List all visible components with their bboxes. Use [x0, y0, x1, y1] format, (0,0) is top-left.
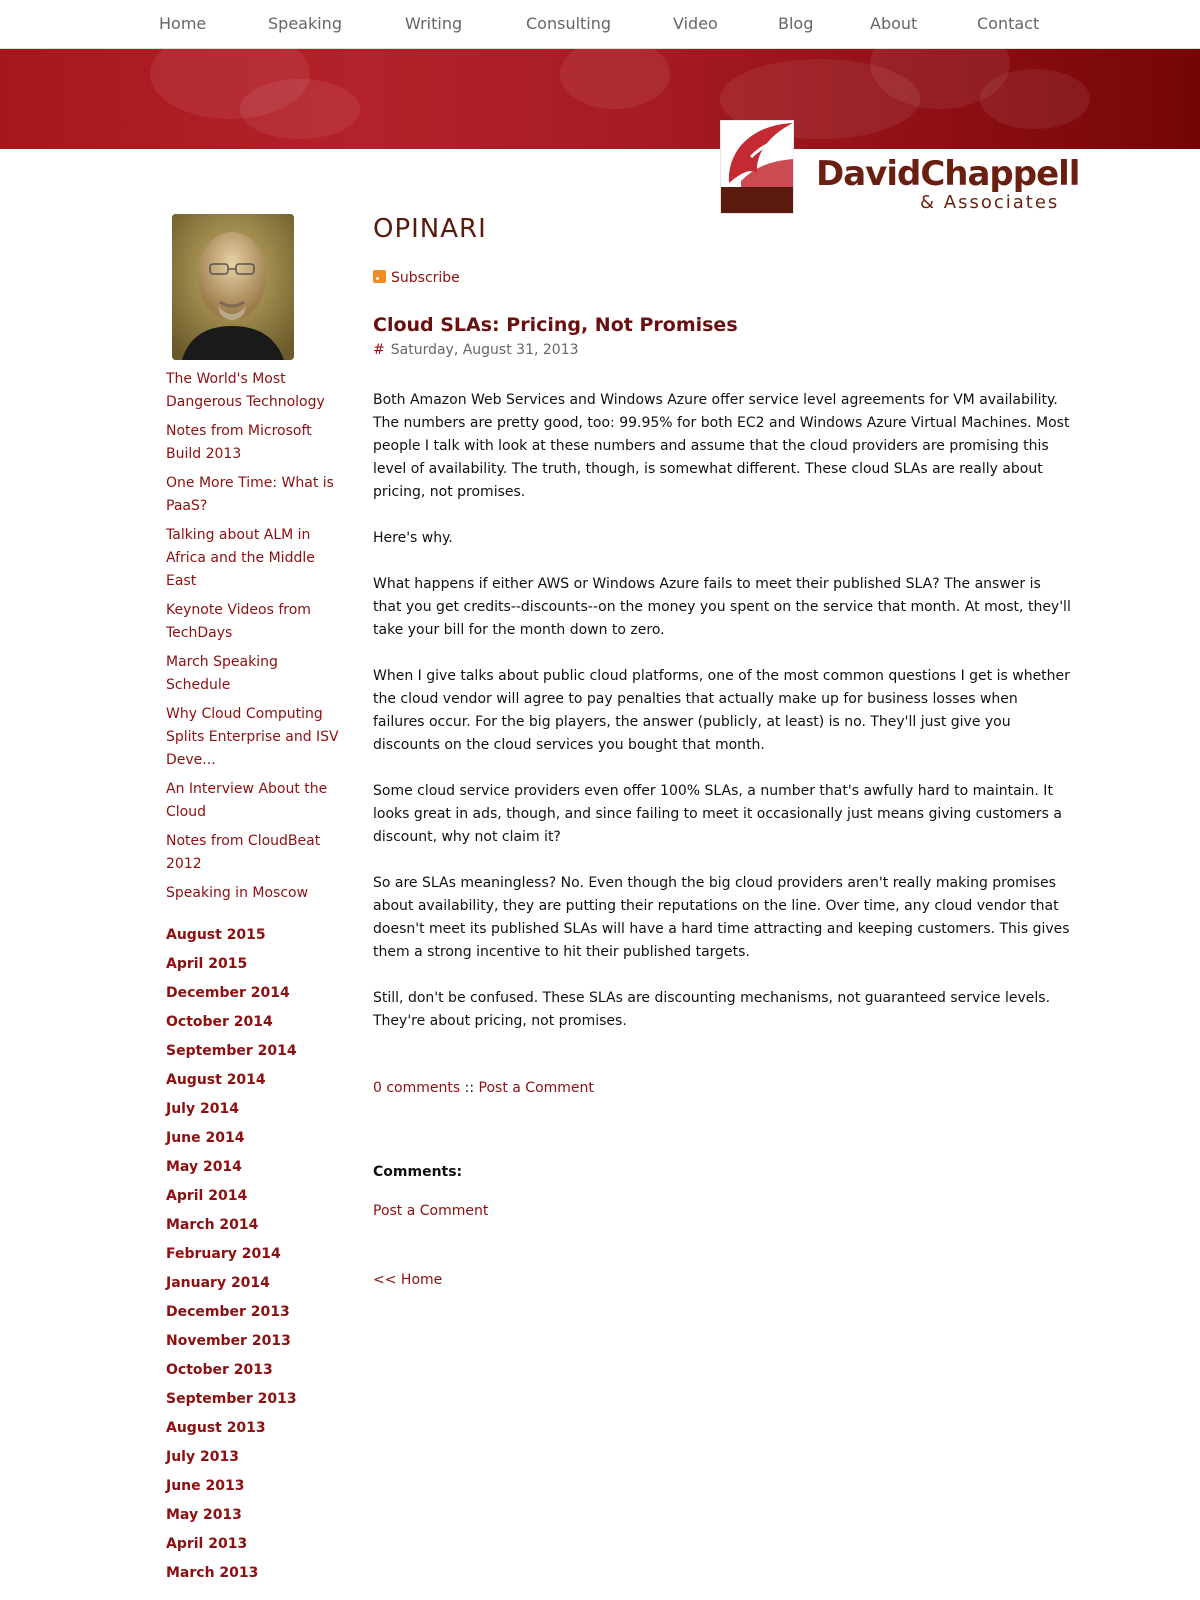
recent-post-link[interactable]: Talking about ALM in Africa and the Middle East: [166, 527, 315, 589]
recent-post-link[interactable]: An Interview About the Cloud: [166, 781, 328, 820]
post-paragraph: Some cloud service providers even offer 100% SLAs, a number that's awfully hard to maintain. It looks great in ads, though, and since failing to meet it occasionally just means giving customers a discount, why not claim it?: [373, 783, 1062, 845]
recent-post-link[interactable]: Speaking in Moscow: [166, 885, 309, 901]
post-paragraph: When I give talks about public cloud platforms, one of the most common questions I get is whether the cloud vendor will agree to pay penalties that actually make up for business losses when failures occur. For the big players, the answer (publicly, at least) is no. They'll just give you discounts on the cloud services you bought that month.: [373, 668, 1070, 753]
archive-link[interactable]: April 2013: [166, 1536, 248, 1552]
top-navigation: [0, 0, 1200, 49]
nav-blog[interactable]: Blog: [778, 14, 814, 33]
subscribe-row: [373, 270, 1073, 286]
recent-post-link[interactable]: One More Time: What is PaaS?: [166, 475, 334, 514]
archive-link[interactable]: October 2014: [166, 1014, 273, 1030]
archive-link[interactable]: August 2015: [166, 927, 266, 943]
footer-separator: ::: [464, 1080, 475, 1096]
post-date-row: [373, 342, 1073, 358]
subscribe-link[interactable]: Subscribe: [391, 270, 460, 286]
archive-link[interactable]: August 2014: [166, 1072, 266, 1088]
archive-link[interactable]: September 2014: [166, 1043, 297, 1059]
comments-heading: Comments:: [373, 1164, 463, 1180]
post-comment-link[interactable]: Post a Comment: [478, 1080, 594, 1096]
author-photo: [172, 214, 294, 360]
recent-posts-list: [166, 368, 346, 905]
comments-count-link[interactable]: 0 comments: [373, 1080, 461, 1096]
archive-link[interactable]: April 2015: [166, 956, 248, 972]
archive-link[interactable]: July 2013: [166, 1449, 239, 1465]
sidebar: [166, 214, 346, 1592]
main-content: [373, 214, 1073, 1288]
rss-icon[interactable]: [373, 270, 386, 283]
post-paragraph: What happens if either AWS or Windows Azure fails to meet their published SLA? The answer is that you get credits--discounts--on the money you spent on the service that month. At most, they'll take your bill for the month down to zero.: [373, 576, 1071, 638]
permalink-link[interactable]: #: [373, 342, 385, 358]
archive-link[interactable]: June 2013: [166, 1478, 245, 1494]
recent-post-link[interactable]: Why Cloud Computing Splits Enterprise and ISV Deve...: [166, 706, 339, 768]
archive-link[interactable]: January 2014: [166, 1275, 270, 1291]
post-paragraph: Here's why.: [373, 530, 453, 546]
post-title: Cloud SLAs: Pricing, Not Promises: [373, 314, 738, 336]
recent-post-link[interactable]: The World's Most Dangerous Technology: [166, 371, 325, 410]
archive-link[interactable]: December 2014: [166, 985, 290, 1001]
company-logo[interactable]: [720, 120, 1080, 214]
blog-title: OPINARI: [373, 214, 487, 244]
recent-post-link[interactable]: Keynote Videos from TechDays: [166, 602, 311, 641]
archive-link[interactable]: October 2013: [166, 1362, 273, 1378]
post-paragraph: Both Amazon Web Services and Windows Azure offer service level agreements for VM availability. The numbers are pretty good, too: 99.95% for both EC2 and Windows Azure Virtual Machines. Most people I talk with look at these numbers and assume that the cloud providers are promising this level of availability. The truth, though, is somewhat different. These cloud SLAs are really about pricing, not promises.: [373, 392, 1070, 500]
post-comment-link-bottom[interactable]: Post a Comment: [373, 1203, 489, 1219]
nav-speaking[interactable]: Speaking: [268, 14, 342, 33]
post-date: Saturday, August 31, 2013: [390, 342, 579, 358]
archive-link[interactable]: November 2013: [166, 1333, 291, 1349]
logo-mark-icon: [720, 120, 794, 214]
archive-link[interactable]: September 2013: [166, 1391, 297, 1407]
logo-subtitle: & Associates: [920, 192, 1060, 213]
nav-consulting[interactable]: Consulting: [526, 14, 612, 33]
archive-link[interactable]: May 2014: [166, 1159, 242, 1175]
logo-name: DavidChappell: [816, 154, 1080, 194]
archive-link[interactable]: May 2013: [166, 1507, 242, 1523]
archive-link[interactable]: December 2013: [166, 1304, 290, 1320]
archive-list: [166, 925, 346, 1583]
nav-home[interactable]: Home: [159, 14, 207, 33]
archive-link[interactable]: June 2014: [166, 1130, 245, 1146]
archive-link[interactable]: August 2013: [166, 1420, 266, 1436]
archive-link[interactable]: March 2013: [166, 1565, 259, 1581]
archive-link[interactable]: March 2014: [166, 1217, 259, 1233]
post-paragraph: So are SLAs meaningless? No. Even though the big cloud providers aren't really making promises about availability, they are putting their reputations on the line. Over time, any cloud vendor that doesn't meet its published SLAs will have a hard time attracting and keeping customers. This gives them a strong incentive to hit their published targets.: [373, 875, 1070, 960]
recent-post-link[interactable]: March Speaking Schedule: [166, 654, 278, 693]
post-footer: [373, 1080, 1073, 1096]
recent-post-link[interactable]: Notes from CloudBeat 2012: [166, 833, 321, 872]
nav-contact[interactable]: Contact: [977, 14, 1040, 33]
home-link[interactable]: << Home: [373, 1272, 443, 1288]
nav-writing[interactable]: Writing: [405, 14, 463, 33]
archive-link[interactable]: July 2014: [166, 1101, 239, 1117]
recent-post-link[interactable]: Notes from Microsoft Build 2013: [166, 423, 312, 462]
post-body: [373, 389, 1073, 1033]
archive-link[interactable]: April 2014: [166, 1188, 248, 1204]
nav-about[interactable]: About: [870, 14, 918, 33]
archive-link[interactable]: February 2014: [166, 1246, 281, 1262]
nav-video[interactable]: Video: [673, 14, 718, 33]
post-paragraph: Still, don't be confused. These SLAs are discounting mechanisms, not guaranteed service levels. They're about pricing, not promises.: [373, 990, 1051, 1029]
